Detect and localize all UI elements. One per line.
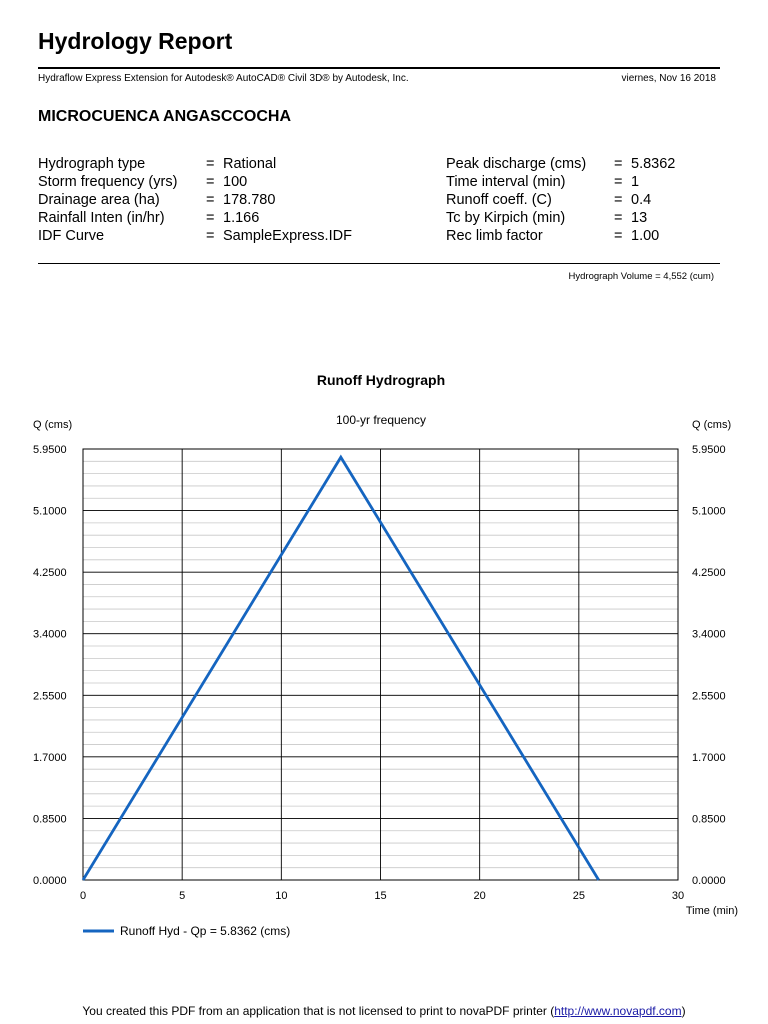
title-divider (38, 67, 720, 69)
param-equals: = (206, 210, 215, 226)
param-row (38, 155, 378, 173)
parameters-left (38, 155, 378, 245)
param-equals: = (206, 228, 215, 244)
parameters-right (446, 155, 726, 245)
param-equals: = (206, 156, 215, 172)
x-tick-label: 30 (671, 890, 685, 902)
y-tick-label-left: 4.2500 (33, 567, 67, 580)
param-row (446, 191, 726, 209)
param-equals: = (206, 192, 215, 208)
param-row (38, 227, 378, 245)
y-tick-label-right: 5.9500 (692, 444, 726, 456)
footer-notice (0, 1004, 768, 1018)
param-value: 5.8362 (631, 156, 676, 172)
footer-text: You created this PDF from an application that is not licensed to print to novaPDF printer ( (82, 1004, 555, 1018)
legend-label: Runoff Hyd - Qp = 5.8362 (cms) (120, 924, 291, 938)
param-label: Rainfall Inten (in/hr) (38, 210, 165, 226)
y-tick-label-left: 1.7000 (33, 751, 67, 764)
param-equals: = (614, 210, 623, 226)
runoff-hydrograph-chart (0, 360, 768, 950)
y-tick-label-right: 0.0000 (692, 875, 726, 887)
param-row (38, 173, 378, 191)
x-tick-label: 15 (374, 890, 387, 902)
x-axis-ticks (80, 890, 684, 902)
param-label: Rec limb factor (446, 228, 543, 244)
param-row (446, 155, 726, 173)
y-tick-label-left: 3.4000 (33, 628, 67, 641)
param-value: 1.166 (223, 210, 260, 226)
param-equals: = (614, 192, 623, 208)
report-date: viernes, Nov 16 2018 (621, 73, 716, 84)
param-label: Storm frequency (yrs) (38, 174, 178, 190)
y-tick-label-right: 2.5500 (692, 690, 726, 703)
x-tick-label: 5 (179, 890, 186, 902)
y-tick-label-left: 5.1000 (33, 505, 67, 518)
x-tick-label: 0 (79, 890, 87, 902)
param-row (446, 173, 726, 191)
novapdf-link[interactable]: http://www.novapdf.com (554, 1004, 682, 1018)
y-axis-label-right: Q (cms) (692, 419, 732, 431)
param-value: SampleExpress.IDF (223, 228, 352, 244)
param-row (38, 191, 378, 209)
x-tick-label: 25 (572, 890, 585, 902)
x-axis-label: Time (min) (685, 905, 738, 917)
param-row (446, 209, 726, 227)
param-equals: = (614, 174, 623, 190)
param-equals: = (614, 156, 623, 172)
param-value: 178.780 (223, 192, 276, 208)
y-tick-label-right: 0.8500 (692, 813, 726, 826)
param-equals: = (614, 228, 623, 244)
param-row (446, 227, 726, 245)
series-layer (83, 457, 599, 880)
param-value: 0.4 (631, 192, 652, 208)
y-tick-label-right: 5.1000 (692, 505, 726, 518)
y-tick-label-right: 4.2500 (692, 567, 726, 580)
param-label: Peak discharge (cms) (446, 156, 587, 172)
project-name: MICROCUENCA ANGASCCOCHA (38, 108, 292, 125)
x-tick-label: 10 (275, 890, 288, 902)
y-tick-label-left: 5.9500 (33, 444, 67, 456)
y-axis-label-left: Q (cms) (33, 419, 73, 431)
y-tick-label-left: 2.5500 (33, 690, 67, 703)
param-value: 13 (631, 210, 648, 226)
y-tick-label-right: 3.4000 (692, 628, 726, 641)
chart-legend (83, 924, 290, 938)
major-gridlines (83, 449, 678, 880)
param-row (38, 209, 378, 227)
report-title: Hydrology Report (38, 28, 233, 54)
hydrograph-volume: Hydrograph Volume = 4,552 (cum) (568, 271, 714, 282)
chart-subtitle: 100-yr frequency (335, 413, 427, 427)
param-label: Drainage area (ha) (38, 192, 160, 208)
x-tick-label: 20 (473, 890, 486, 902)
runoff-hydrograph-line (83, 457, 599, 880)
param-value: 1.00 (631, 228, 660, 244)
param-label: Tc by Kirpich (min) (446, 210, 566, 226)
param-label: Runoff coeff. (C) (446, 192, 552, 208)
report-subtitle: Hydraflow Express Extension for Autodesk® AutoCAD® Civil 3D® by Autodesk, Inc. (38, 73, 409, 84)
param-value: 100 (223, 174, 248, 190)
parameters-divider (38, 263, 720, 264)
param-value: Rational (223, 156, 277, 172)
param-label: Hydrograph type (38, 156, 146, 172)
footer-text-end: ) (681, 1004, 686, 1018)
param-label: Time interval (min) (446, 174, 566, 190)
param-equals: = (206, 174, 215, 190)
y-tick-label-left: 0.0000 (33, 875, 67, 887)
y-tick-label-right: 1.7000 (692, 751, 726, 764)
param-label: IDF Curve (38, 228, 105, 244)
param-value: 1 (631, 174, 640, 190)
chart-title: Runoff Hydrograph (316, 372, 446, 388)
y-tick-label-left: 0.8500 (33, 813, 67, 826)
